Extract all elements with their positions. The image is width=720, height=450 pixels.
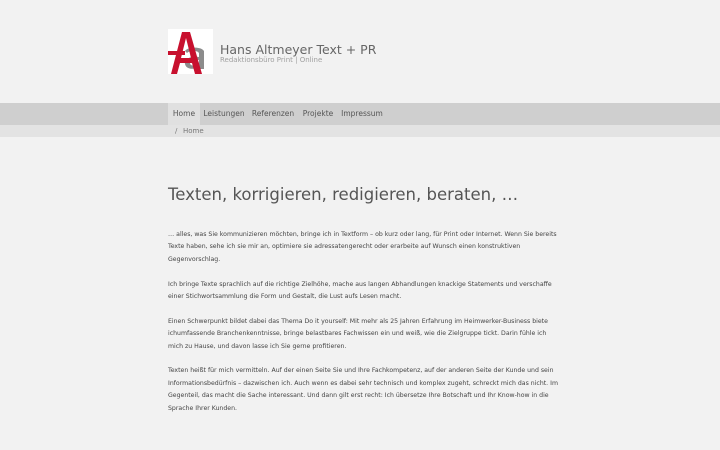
page-title: Texten, korrigieren, redigieren, beraten, … bbox=[168, 185, 519, 204]
content-paragraph: … alles, was Sie kommunizieren möchten, bringe ich in Textform – ob kurz oder lang, für Print oder Internet. Wenn Sie bereits Texte haben, sehe ich sie mir an, optimiere sie adressatengerecht oder erarbeite auf Wunsch einen konstruktiven Gegenvorschlag. bbox=[168, 231, 557, 263]
site-title[interactable]: Hans Altmeyer Text + PR bbox=[220, 42, 377, 57]
breadcrumb bbox=[0, 125, 720, 137]
nav-item-leistungen[interactable]: Leistungen bbox=[203, 109, 245, 118]
nav-item-impressum[interactable]: Impressum bbox=[341, 109, 383, 118]
nav-item-referenzen[interactable]: Referenzen bbox=[251, 109, 295, 118]
main-navigation bbox=[0, 103, 720, 125]
nav-item-home[interactable]: Home bbox=[168, 103, 200, 125]
site-header bbox=[0, 0, 720, 103]
breadcrumb-home-link[interactable]: Home bbox=[183, 127, 204, 135]
content-paragraph: Texten heißt für mich vermitteln. Auf der einen Seite Sie und Ihre Fachkompetenz, auf der anderen Seite der Kunde und sein Informationsbedürfnis – dazwischen ich. Auch wenn es dabei sehr technisch und komplex zugeht, schreckt mich das nicht. Im Gegenteil, das macht die Sache interessant. Und dann gilt erst recht: Ich übersetze Ihre Botschaft und Ihr Know-how in die Sprache Ihrer Kunden. bbox=[168, 367, 558, 412]
logo[interactable] bbox=[168, 29, 213, 74]
site-subtitle: Redaktionsbüro Print | Online bbox=[220, 56, 323, 64]
main-content bbox=[168, 229, 560, 427]
content-paragraph: Ich bringe Texte sprachlich auf die richtige Zielhöhe, mache aus langen Abhandlungen knackige Statements und verschaffe einer Stichwortsammlung die Form und Gestalt, die Lust aufs Lesen macht. bbox=[168, 280, 552, 301]
content-paragraph: Einen Schwerpunkt bildet dabei das Thema Do it yourself: Mit mehr als 25 Jahren Erfahrung im Heimwerker-Business biete ichumfassende Branchenkenntnisse, bringe belastbares Fachwissen ein und weiß, wie die Zielgruppe tickt. Darin fühle ich mich zu Hause, und davon lasse ich Sie gerne profitieren. bbox=[168, 317, 548, 350]
logo-mark-icon bbox=[168, 29, 213, 74]
nav-item-projekte[interactable]: Projekte bbox=[302, 109, 334, 118]
breadcrumb-separator: / bbox=[175, 127, 178, 135]
